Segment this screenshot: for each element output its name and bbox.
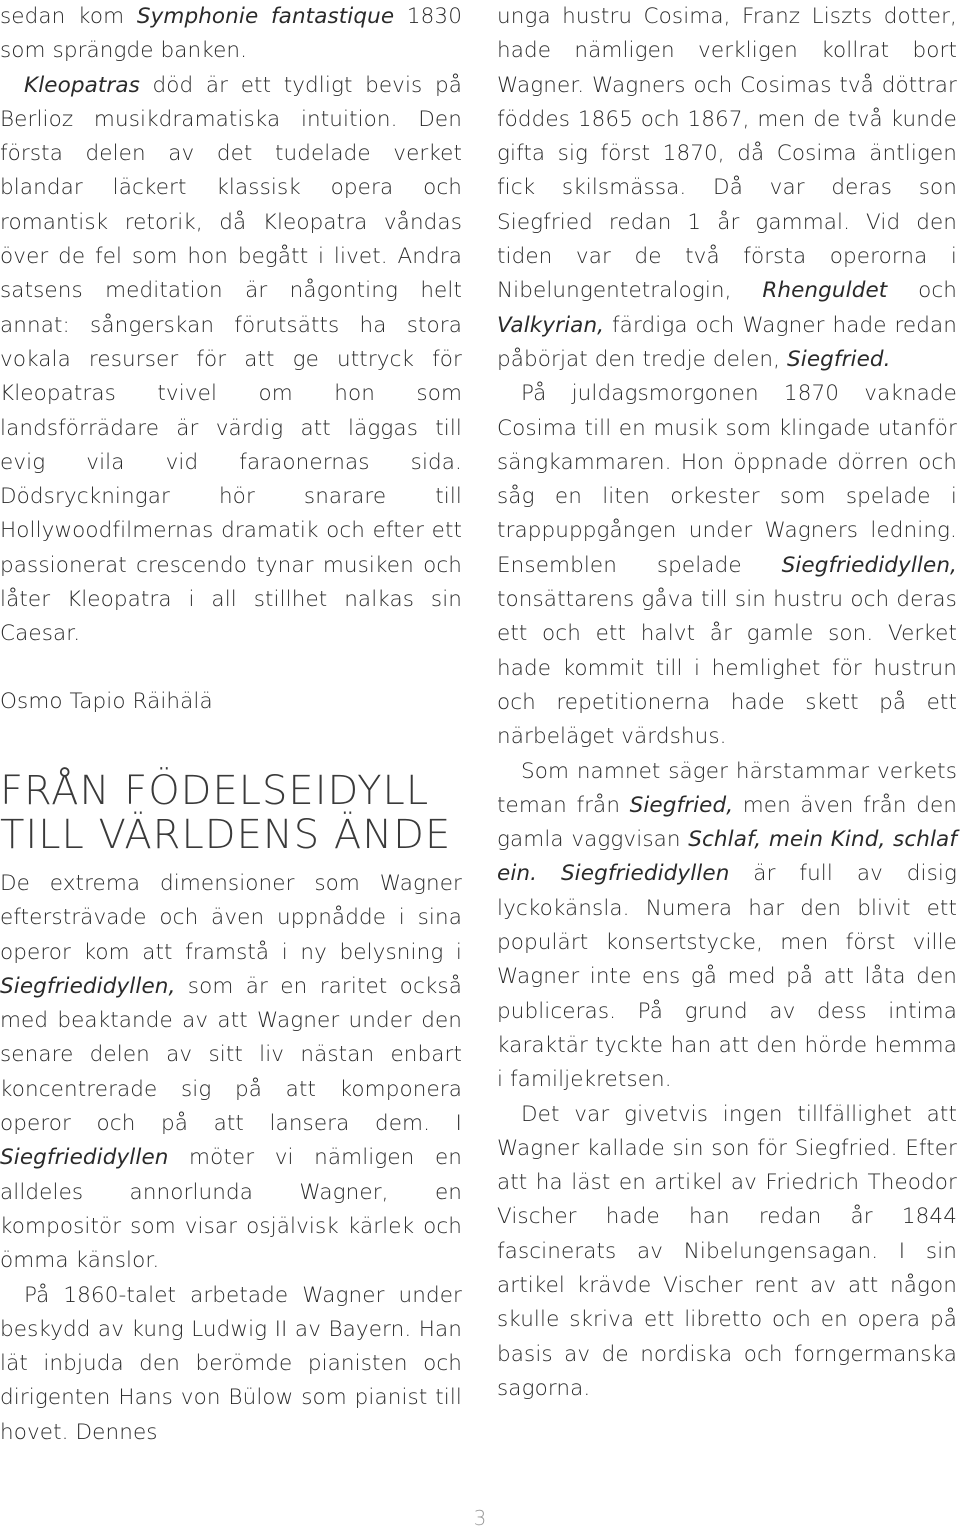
paragraph-berlioz-end: sedan kom Symphonie fantastique 1830 som sprängde banken.	[0, 4, 462, 64]
paragraph-christmas: På juldagsmorgonen 1870 vaknade Cosima till en musik som klingade utanför sängkammaren. Hon öppnade dörren och såg en liten orkester som spelade i trappuppgången under Wagners ledning. Ensemblen spelade Siegfriedidyllen, tonsättarens gåva till sin hustru och deras ett och ett halvt år gamle son. Verket hade kommit till i hemlighet för hustrun och repetitionerna hade skett på ett närbeläget värdshus.	[497, 381, 957, 750]
paragraph-cosima: unga hustru Cosima, Franz Liszts dotter, hade nämligen verkligen kollrat bort Wagner. Wagners och Cosimas två döttrar föddes 1865 och 1867, men de två kunde gifta sig först 1870, då Cosima äntligen fick skilsmässa. Då var deras son Siegfried redan 1 år gammal. Vid den tiden var de två första operorna i Nibelungentetralogin, Rhenguldet och Valkyrian, färdiga och Wagner hade redan påbörjat den tredje delen, Siegfried.	[497, 4, 957, 372]
left-column	[0, 0, 462, 1450]
paragraph-1860s: På 1860-talet arbetade Wagner under beskydd av kung Ludwig II av Bayern. Han lät inbjuda den berömde pianisten och dirigenten Hans von Bülow som pianist till hovet. Dennes	[0, 1282, 462, 1445]
author-name: Osmo Tapio Räihälä	[0, 688, 213, 714]
paragraph-themes: Som namnet säger härstammar verkets teman från Siegfried, men även från den gamla vaggvisan Schlaf, mein Kind, schlaf ein. Siegfriedidyllen är full av disig lyckokänsla. Numera har den blivit ett populärt konsertstycke, men först ville Wagner inte ens gå med på att låta den publiceras. På grund av dess intima karaktär tyckte han att den hörde hemma i familjekretsen.	[497, 758, 957, 1093]
paragraph-vischer: Det var givetvis ingen tillfällighet att Wagner kallade sin son för Siegfried. Efter att ha läst en artikel av Friedrich Theodor Vischer hade han redan år 1844 fascinerats av Nibelungensagan. I sin artikel krävde Vischer rent av att någon skulle skriva ett libretto och en opera på basis av de nordiska och forngermanska sagorna.	[497, 1101, 957, 1401]
article-heading: FRÅN FÖDELSEIDYLL TILL VÄRLDENS ÄNDE	[0, 767, 452, 858]
page-number: 3	[473, 1506, 487, 1530]
paragraph-kleopatra: Kleopatras död är ett tydligt bevis på Berlioz musikdramatiska intuition. Den första delen av det tudelade verket blandar läckert klassisk opera och romantisk retorik, då Kleopatra våndas över de fel som hon begått i livet. Andra satsens meditation är någonting helt annat: sångerskan förutsätts ha stora vokala resurser för att ge uttryck för Kleopatras tvivel om hon som landsförrädare är värdig att läggas till evig vila vid faraonernas sida. Dödsryckningar hör snarare till Hollywoodfilmernas dramatik och efter ett passionerat crescendo tynar musiken och låter Kleopatra i all stillhet nalkas sin Caesar.	[0, 72, 462, 647]
right-column	[497, 0, 957, 1406]
paragraph-intro: De extrema dimensioner som Wagner eftersträvade och även uppnådde i sina operor kom att framstå i ny belysning i Siegfriedidyllen, som är en raritet också med beaktande av att Wagner under den senare delen av sitt liv nästan enbart koncentrerade sig på att komponera operor och på att lansera dem. I Siegfriedidyllen möter vi nämligen en alldeles annorlunda Wagner, en kompositör som visar osjälvisk kärlek och ömma känslor.	[0, 870, 462, 1274]
